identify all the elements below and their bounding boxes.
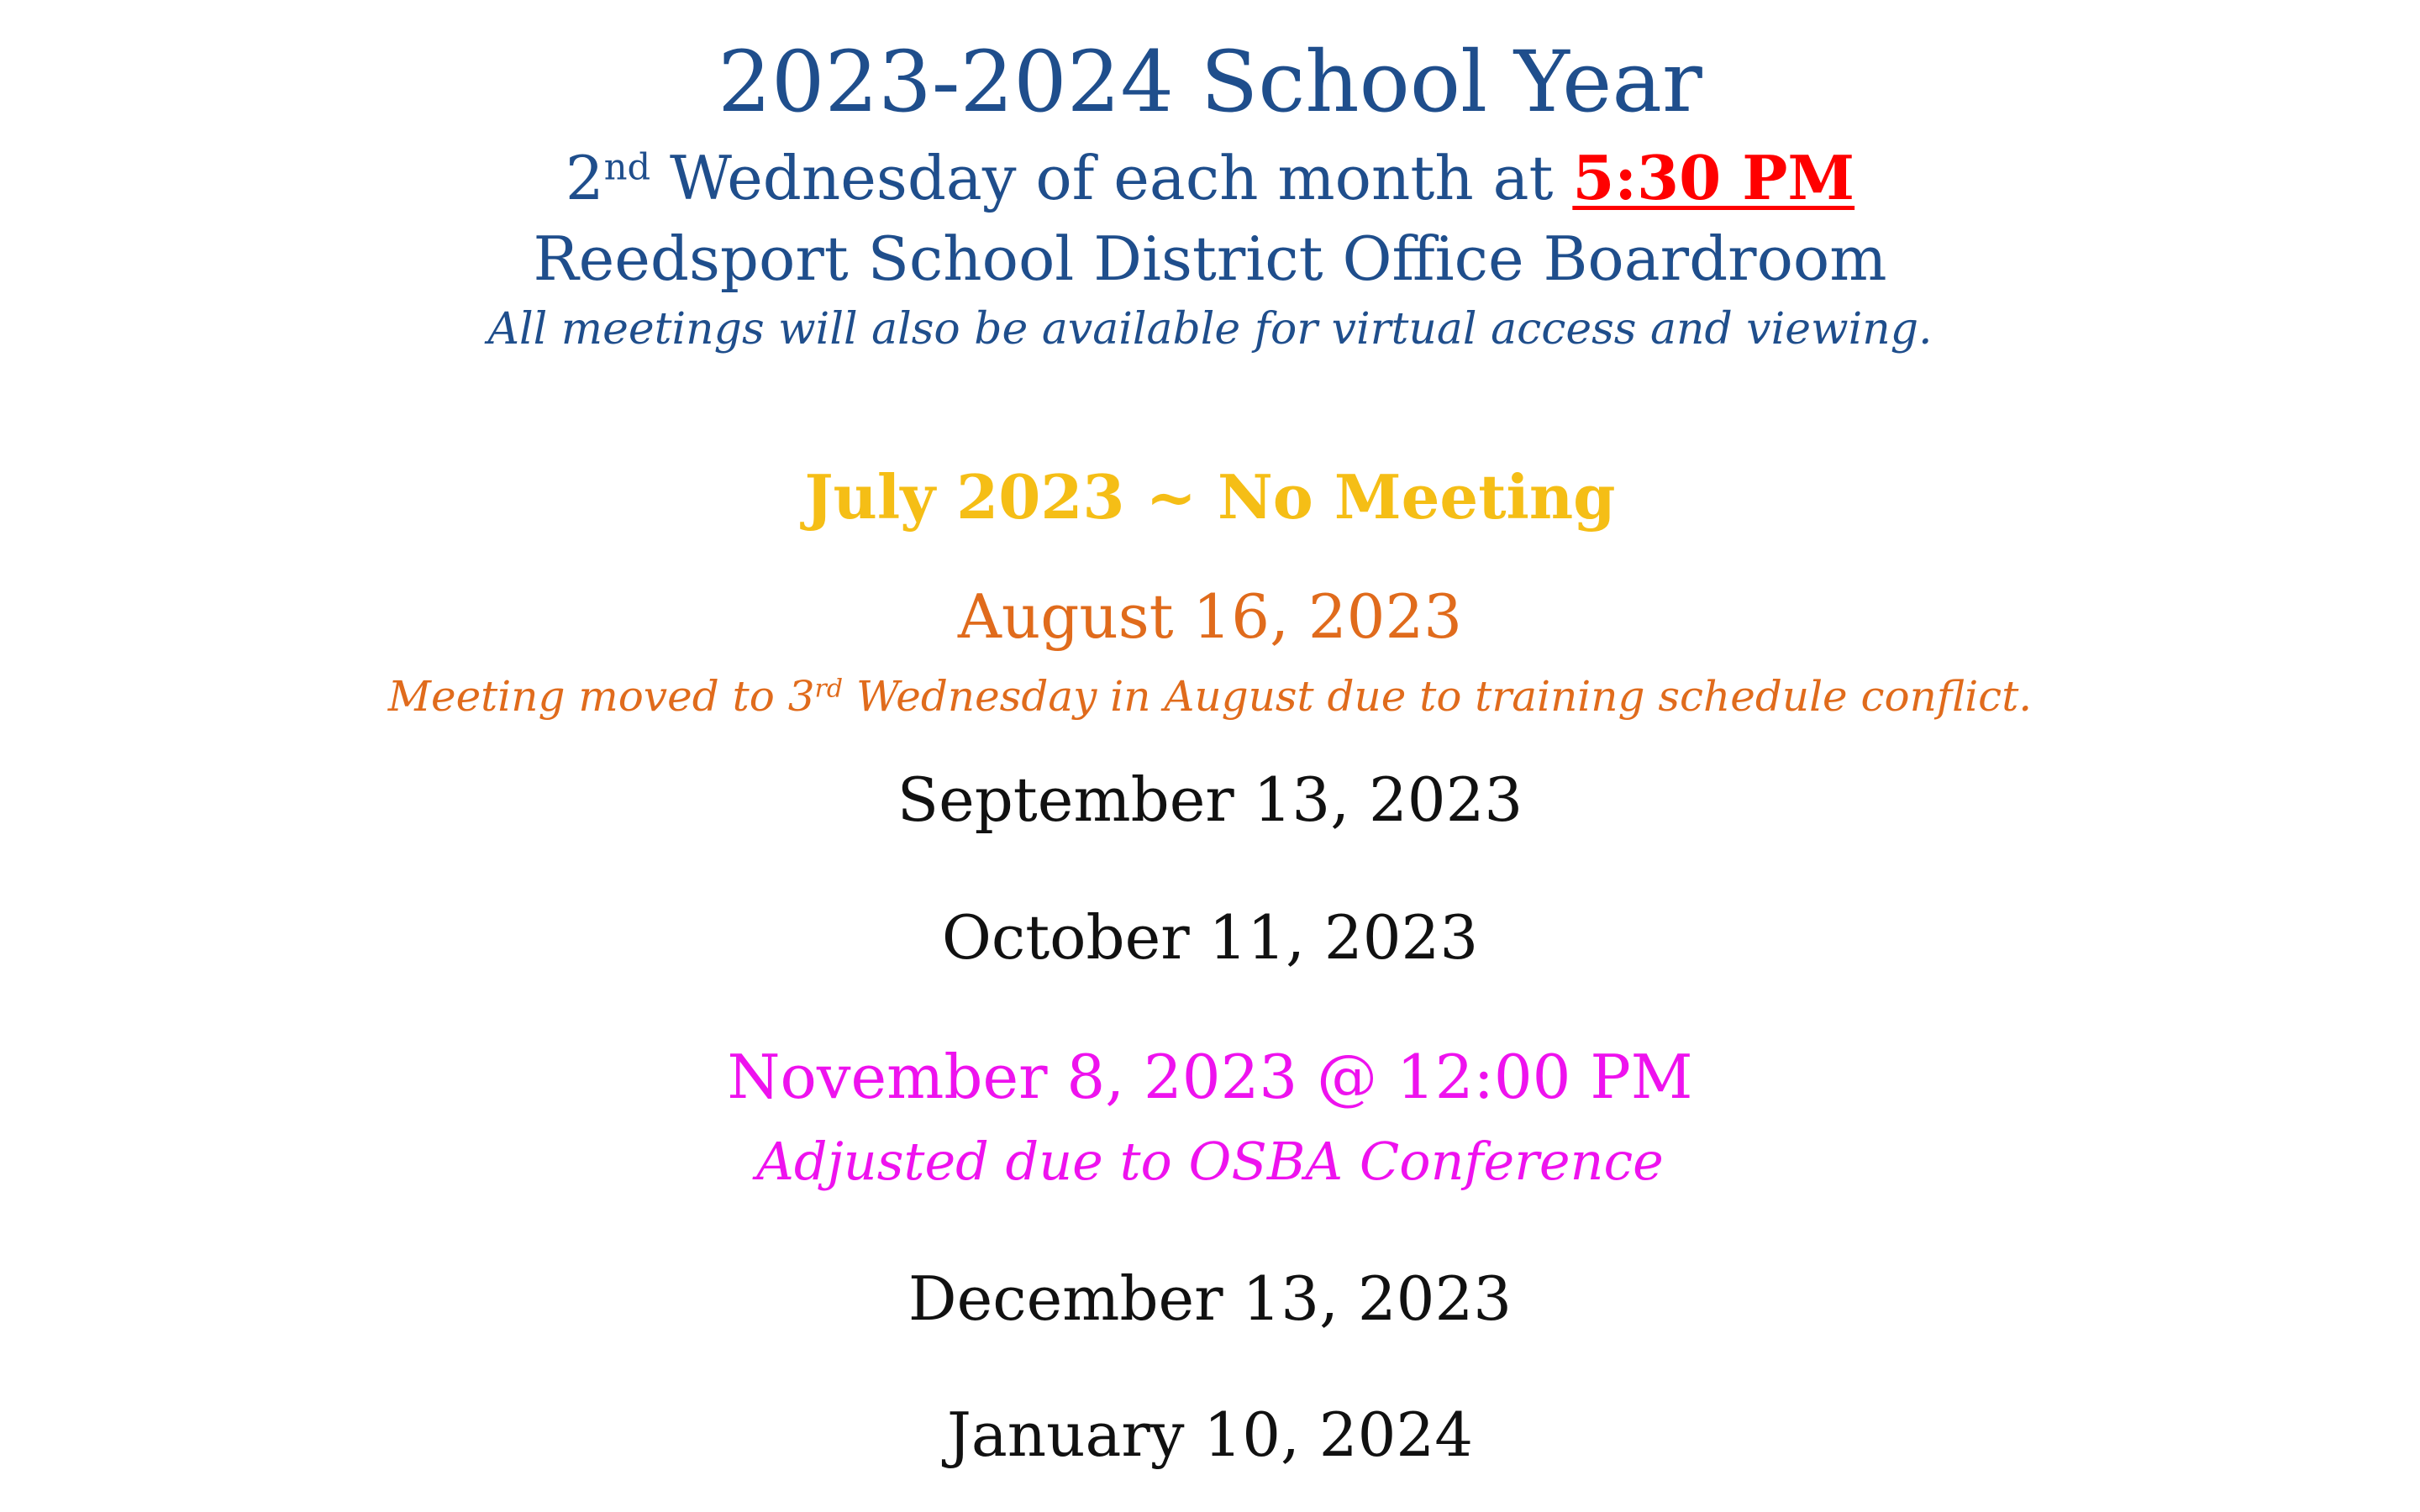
august-note-ordinal: rd xyxy=(814,674,844,704)
schedule-note-november: Adjusted due to OSBA Conference xyxy=(756,1131,1664,1192)
august-note-end: Wednesday in August due to training schedule conflict. xyxy=(843,672,2033,721)
schedule-entry-august: August 16, 2023 xyxy=(957,581,1463,652)
meeting-frequency-line xyxy=(0,142,2420,213)
schedule-note-august xyxy=(0,672,2420,721)
schedule-entry-december: December 13, 2023 xyxy=(908,1263,1512,1334)
schedule-entry-july: July 2023 ~ No Meeting xyxy=(804,461,1616,533)
virtual-access-note: All meetings will also be available for virtual access and viewing. xyxy=(487,304,1933,354)
ordinal-suffix: nd xyxy=(603,146,651,189)
meeting-location: Reedsport School District Office Boardroom xyxy=(533,223,1887,294)
ordinal-number: 2 xyxy=(565,143,604,213)
schedule-entry-january: January 10, 2024 xyxy=(946,1399,1474,1470)
schedule-entry-september: September 13, 2023 xyxy=(897,764,1523,835)
frequency-text: Wednesday of each month at xyxy=(650,143,1573,213)
schedule-entry-october: October 11, 2023 xyxy=(941,902,1479,973)
meeting-time: 5:30 PM xyxy=(1572,142,1855,213)
august-note-start: Meeting moved to 3 xyxy=(387,672,815,721)
page-title: 2023-2024 School Year xyxy=(718,33,1702,131)
schedule-entry-november: November 8, 2023 @ 12:00 PM xyxy=(727,1042,1693,1112)
